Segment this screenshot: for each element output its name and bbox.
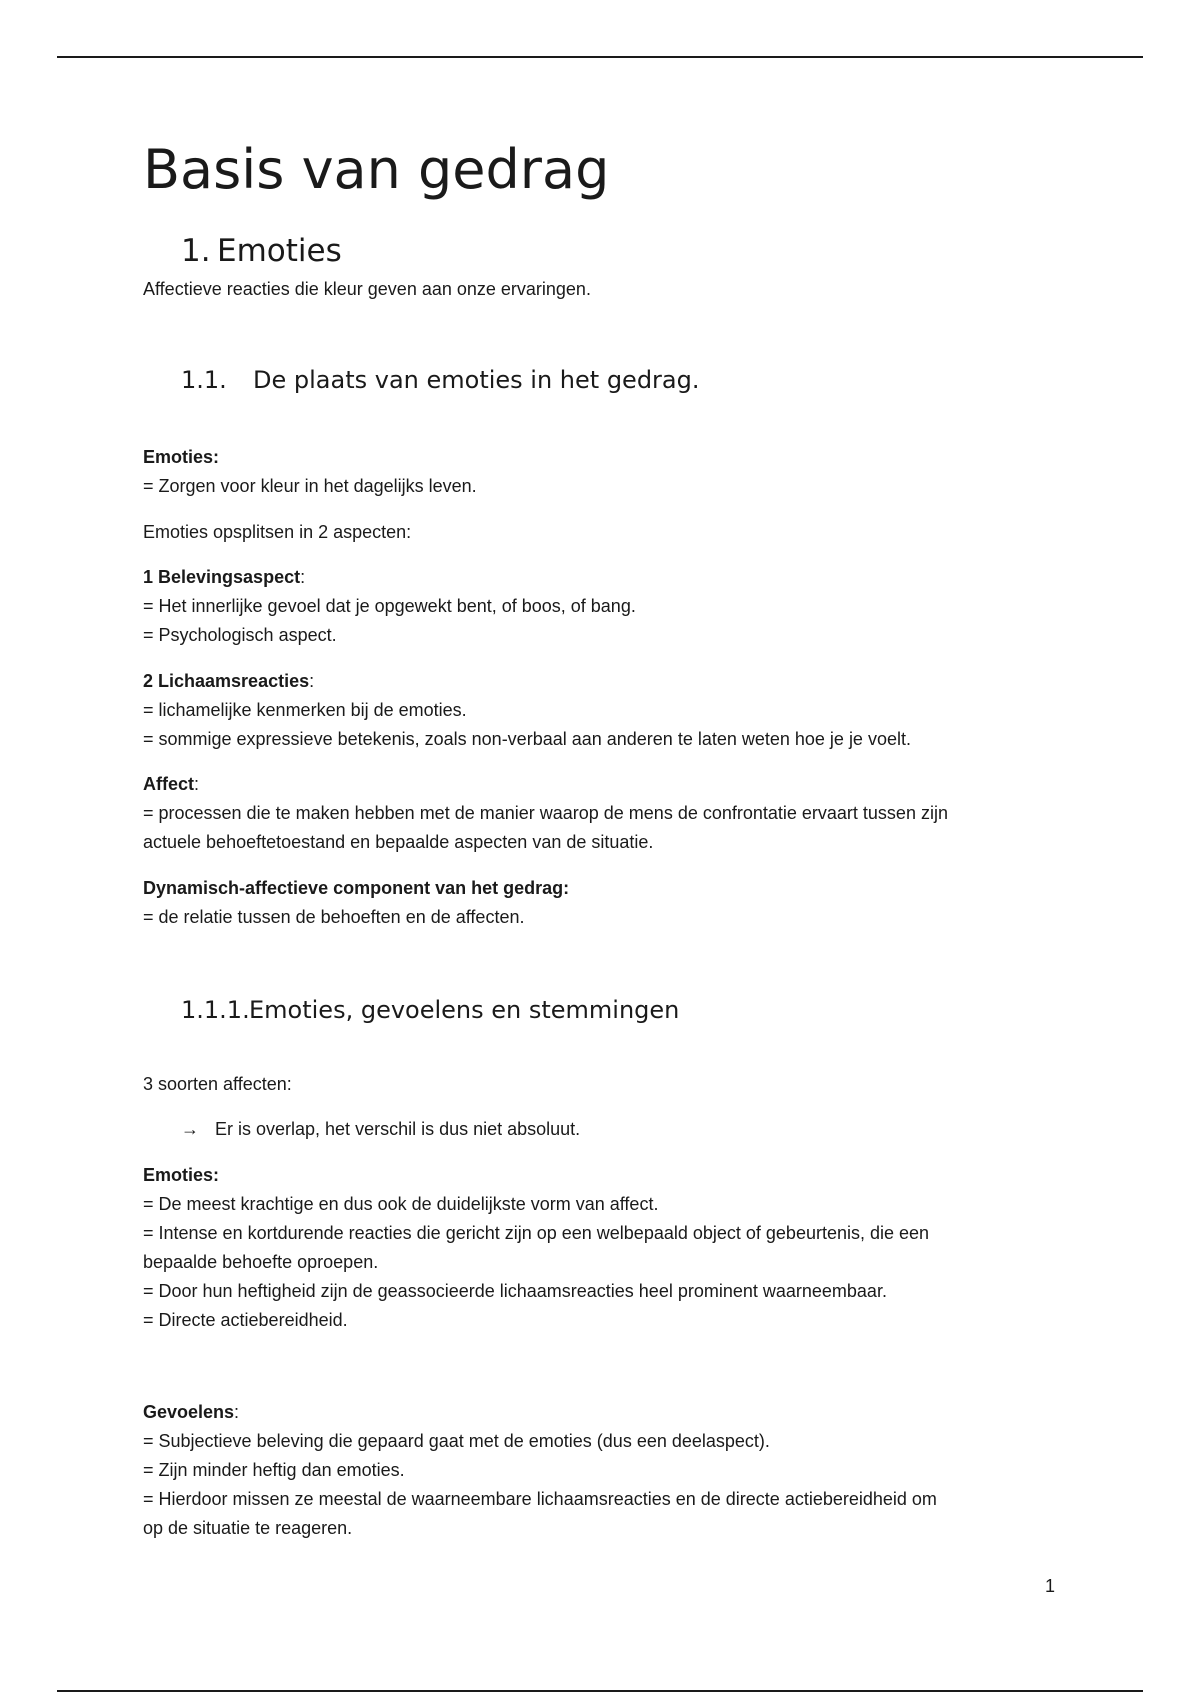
overlap-note: [181, 1115, 580, 1144]
kinds-intro: 3 soorten affecten:: [143, 1074, 292, 1094]
section-1-1-1-number: 1.1.1.: [181, 996, 250, 1024]
gevoelens-line-3: = Hierdoor missen ze meestal de waarneembare lichaamsreacties en de directe actiebereidheid om: [143, 1489, 937, 1509]
section-1-1-heading: [181, 365, 699, 395]
section-1-1-title: De plaats van emoties in het gedrag.: [253, 366, 700, 394]
page-number: 1: [1045, 1576, 1056, 1596]
aspect-1-line-1: = Het innerlijke gevoel dat je opgewekt bent, of boos, of bang.: [143, 596, 636, 616]
gevoelens-line-1: = Subjectieve beleving die gepaard gaat met de emoties (dus een deelaspect).: [143, 1431, 770, 1451]
emoties-definition: = Zorgen voor kleur in het dagelijks leven.: [143, 476, 477, 496]
emoties-2-line-4: = Door hun heftigheid zijn de geassocieerde lichaamsreacties heel prominent waarneembaar.: [143, 1281, 887, 1301]
aspect-1-line-2: = Psychologisch aspect.: [143, 625, 337, 645]
aspect-2-line-2: = sommige expressieve betekenis, zoals non-verbaal aan anderen te laten weten hoe je je voelt.: [143, 729, 911, 749]
section-1-1-1-heading: [181, 995, 679, 1025]
bottom-rule: [57, 1690, 1143, 1692]
emoties-2-label: Emoties:: [143, 1165, 220, 1185]
section-1-1-number: 1.1.: [181, 366, 227, 394]
emoties-2-line-5: = Directe actiebereidheid.: [143, 1310, 348, 1330]
dynamisch-label: Dynamisch-affectieve component van het gedrag:: [143, 878, 570, 898]
section-1-heading: [181, 232, 342, 270]
gevoelens-line-2: = Zijn minder heftig dan emoties.: [143, 1460, 405, 1480]
aspect-1-label: 1 Belevingsaspect:: [143, 567, 306, 587]
aspect-2-line-1: = lichamelijke kenmerken bij de emoties.: [143, 700, 467, 720]
emoties-2-line-2: = Intense en kortdurende reacties die gericht zijn op een welbepaald object of gebeurtenis, die een: [143, 1223, 930, 1243]
section-1-1-1-title: Emoties, gevoelens en stemmingen: [249, 996, 680, 1024]
dynamisch-definition: = de relatie tussen de behoeften en de affecten.: [143, 907, 525, 927]
arrow-right-icon: →: [181, 1119, 199, 1139]
gevoelens-label: Gevoelens:: [143, 1402, 240, 1422]
emoties-2-line-1: = De meest krachtige en dus ook de duidelijkste vorm van affect.: [143, 1194, 659, 1214]
section-1-title: Emoties: [217, 233, 342, 269]
top-rule: [57, 56, 1143, 58]
page-title: Basis van gedrag: [143, 138, 610, 201]
aspect-2-label: 2 Lichaamsreacties:: [143, 671, 315, 691]
affect-line-1: = processen die te maken hebben met de manier waarop de mens de confrontatie ervaart tussen zijn: [143, 803, 948, 823]
affect-line-2: actuele behoeftetoestand en bepaalde aspecten van de situatie.: [143, 832, 654, 852]
emoties-2-line-3: bepaalde behoefte oproepen.: [143, 1252, 379, 1272]
section-1-intro: Affectieve reacties die kleur geven aan onze ervaringen.: [143, 279, 591, 299]
affect-label: Affect:: [143, 774, 200, 794]
split-intro: Emoties opsplitsen in 2 aspecten:: [143, 522, 412, 542]
gevoelens-line-4: op de situatie te reageren.: [143, 1518, 353, 1538]
overlap-text: Er is overlap, het verschil is dus niet absoluut.: [215, 1119, 581, 1139]
section-1-number: 1.: [181, 233, 211, 269]
emoties-label: Emoties:: [143, 447, 220, 467]
